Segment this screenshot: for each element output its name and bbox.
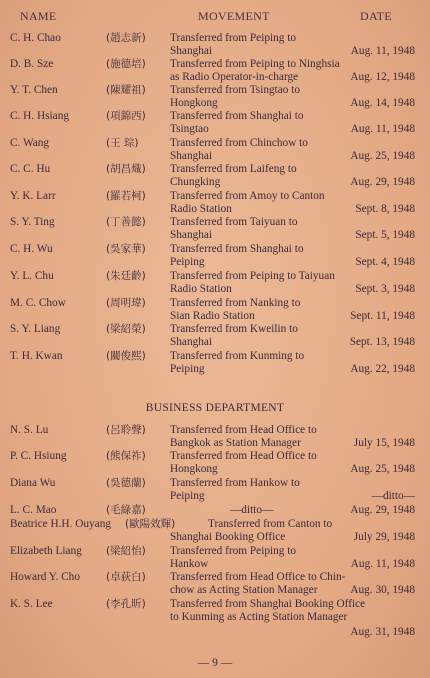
movement-date: Aug. 11, 1948 xyxy=(350,123,415,135)
chinese-name: (毛綠嘉) xyxy=(106,504,146,516)
person-name: C. H. Chao xyxy=(10,32,61,44)
movement-date: Aug. 25, 1948 xyxy=(350,463,415,475)
movement-line-2: Shanghai xyxy=(170,336,213,348)
chinese-name: (丁善懿) xyxy=(106,216,146,228)
movement-line-2: Shanghai Booking Office xyxy=(170,531,286,543)
list-item xyxy=(0,84,430,110)
movement-line-1: Transferred from Canton to xyxy=(208,518,333,530)
movement-line-1: Transferred from Head Office to xyxy=(170,450,317,462)
chinese-name: (施德培) xyxy=(106,58,146,70)
person-name: D. B. Sze xyxy=(10,58,54,70)
person-name: C. H. Hsiang xyxy=(10,110,69,122)
movement-date: Aug. 22, 1948 xyxy=(350,363,415,375)
movement-line-1: Transferred from Shanghai to xyxy=(170,110,304,122)
movement-date: Aug. 12, 1948 xyxy=(350,71,415,83)
list-item xyxy=(0,545,430,571)
list-item xyxy=(0,110,430,136)
chinese-name: (胡昌熾) xyxy=(106,163,146,175)
chinese-name: (吳家華) xyxy=(106,243,146,255)
movement-line-2: Shanghai xyxy=(170,150,213,162)
person-name: P. C. Hsiung xyxy=(10,450,67,462)
chinese-name: (呂聆聲) xyxy=(106,424,146,436)
movement-line-2: Peiping xyxy=(170,363,205,375)
section-title: BUSINESS DEPARTMENT xyxy=(145,402,285,414)
person-name: C. Wang xyxy=(10,137,50,149)
movement-date: Aug. 11, 1948 xyxy=(350,45,415,57)
movement-line-2: Radio Station xyxy=(170,283,232,295)
movement-line-1: Transferred from Amoy to Canton xyxy=(170,190,325,202)
list-item xyxy=(0,190,430,216)
movement-line-1: Transferred from Shanghai Booking Office xyxy=(170,598,366,610)
movement-line-2: Peiping xyxy=(170,490,205,502)
movement-date: Sept. 5, 1948 xyxy=(355,229,415,241)
list-item xyxy=(0,270,430,296)
movement-date: Sept. 13, 1948 xyxy=(349,336,415,348)
movement-line-1: Transferred from Peiping to Ninghsia xyxy=(170,58,340,70)
movement-line-1: Transferred from Hankow to xyxy=(170,477,300,489)
movement-date: Aug. 29, 1948 xyxy=(350,504,415,516)
movement-line-1: Transferred from Peiping to xyxy=(170,545,297,557)
person-name: S. Y. Ting xyxy=(10,216,55,228)
movement-line-2: Bangkok as Station Manager xyxy=(170,437,301,449)
movement-line-2: as Radio Operator-in-charge xyxy=(170,71,299,83)
person-name: N. S. Lu xyxy=(10,424,49,436)
movement-date: Aug. 30, 1948 xyxy=(350,584,415,596)
movement-line-2: Chungking xyxy=(170,176,221,188)
person-name: Elizabeth Liang xyxy=(10,545,82,557)
chinese-name: (趙志新) xyxy=(106,32,146,44)
list-item xyxy=(0,216,430,242)
list-item xyxy=(0,297,430,323)
person-name: S. Y. Liang xyxy=(10,323,61,335)
movement-line-1: Transferred from Laifeng to xyxy=(170,163,297,175)
person-name: M. C. Chow xyxy=(10,297,66,309)
movement-date: Aug. 29, 1948 xyxy=(350,176,415,188)
person-name: T. H. Kwan xyxy=(10,350,63,362)
list-item xyxy=(0,137,430,163)
chinese-name: (梁紹怡) xyxy=(106,545,146,557)
list-item xyxy=(0,163,430,189)
movement-date: Aug. 11, 1948 xyxy=(350,558,415,570)
movement-date: —ditto— xyxy=(371,490,415,502)
list-item xyxy=(0,32,430,58)
person-name: C. H. Wu xyxy=(10,243,53,255)
person-name: Howard Y. Cho xyxy=(10,571,80,583)
movement-line-2: Hongkong xyxy=(170,97,218,109)
person-name: Y. K. Larr xyxy=(10,190,56,202)
movement-line-1: Transferred from Head Office to Chin- xyxy=(170,571,346,583)
movement-date: Sept. 3, 1948 xyxy=(355,283,415,295)
movement-line-1: Transferred from Kweilin to xyxy=(170,323,298,335)
movement-line-1: Transferred from Shanghai to xyxy=(170,243,304,255)
person-name: L. C. Mao xyxy=(10,504,57,516)
chinese-name: (陳耀祖) xyxy=(106,84,146,96)
chinese-name: (歐陽效輝) xyxy=(125,518,176,530)
movement-line-2: to Kunming as Acting Station Manager xyxy=(170,611,348,623)
movement-line-1: Transferred from Tsingtao to xyxy=(170,84,301,96)
person-name: Diana Wu xyxy=(10,477,56,489)
header-name: NAME xyxy=(20,9,57,23)
list-item xyxy=(0,598,430,638)
chinese-name: (關俊熙) xyxy=(106,350,146,362)
person-name: C. C. Hu xyxy=(10,163,51,175)
list-item xyxy=(0,323,430,349)
chinese-name: (周明瑋) xyxy=(106,297,146,309)
chinese-name: (熊保祚) xyxy=(106,450,146,462)
chinese-name: (羅若柯) xyxy=(106,190,146,202)
chinese-name: (梁紹榮) xyxy=(106,323,146,335)
movement-date: Aug. 31, 1948 xyxy=(350,626,415,638)
list-item xyxy=(0,424,430,450)
movement-line-2: Radio Station xyxy=(170,203,232,215)
person-name: K. S. Lee xyxy=(10,598,53,610)
movement-date: Sept. 4, 1948 xyxy=(355,256,415,268)
movement-line-1: Transferred from Chinchow to xyxy=(170,137,308,149)
person-name: Y. T. Chen xyxy=(10,84,58,96)
header-date: DATE xyxy=(360,9,392,23)
movement-date: Sept. 11, 1948 xyxy=(350,310,415,322)
movement-line-2: Shanghai xyxy=(170,229,213,241)
movement-line-1: —ditto— xyxy=(230,504,274,516)
movement-date: Aug. 14, 1948 xyxy=(350,97,415,109)
movement-line-2: chow as Acting Station Manager xyxy=(170,584,318,596)
movement-line-1: Transferred from Kunming to xyxy=(170,350,305,362)
list-item xyxy=(0,571,430,597)
chinese-name: (吳德蘭) xyxy=(106,477,146,489)
person-name: Y. L. Chu xyxy=(10,270,54,282)
movement-date: Aug. 25, 1948 xyxy=(350,150,415,162)
movement-line-1: Transferred from Head Office to xyxy=(170,424,317,436)
movement-line-2: Peiping xyxy=(170,256,205,268)
chinese-name: (項錦西) xyxy=(106,110,146,122)
movement-line-1: Transferred from Peiping to Taiyuan xyxy=(170,270,335,282)
list-item xyxy=(0,243,430,269)
page-number: — 9 — xyxy=(197,657,233,669)
person-name: Beatrice H.H. Ouyang xyxy=(10,518,112,530)
chinese-name: (李孔昕) xyxy=(106,598,146,610)
movement-line-1: Transferred from Peiping to xyxy=(170,32,297,44)
movement-date: July 15, 1948 xyxy=(353,437,415,449)
list-item xyxy=(0,450,430,476)
movement-line-1: Transferred from Taiyuan to xyxy=(170,216,298,228)
movement-line-1: Transferred from Nanking to xyxy=(170,297,301,309)
movement-date: July 29, 1948 xyxy=(353,531,415,543)
list-item xyxy=(0,58,430,84)
movement-line-2: Shanghai xyxy=(170,45,213,57)
movement-line-2: Tsingtao xyxy=(170,123,209,135)
movement-line-2: Hongkong xyxy=(170,463,218,475)
movement-line-2: Sian Radio Station xyxy=(170,310,255,322)
list-item xyxy=(0,350,430,376)
movement-line-2: Hankow xyxy=(170,558,209,570)
movement-date: Sept. 8, 1948 xyxy=(355,203,415,215)
list-item xyxy=(0,477,430,503)
chinese-name: (朱廷齡) xyxy=(106,270,146,282)
header-movement: MOVEMENT xyxy=(198,9,270,23)
list-item xyxy=(0,518,430,544)
chinese-name: (卓荻白) xyxy=(106,571,146,583)
chinese-name: (王 琮) xyxy=(106,137,139,149)
